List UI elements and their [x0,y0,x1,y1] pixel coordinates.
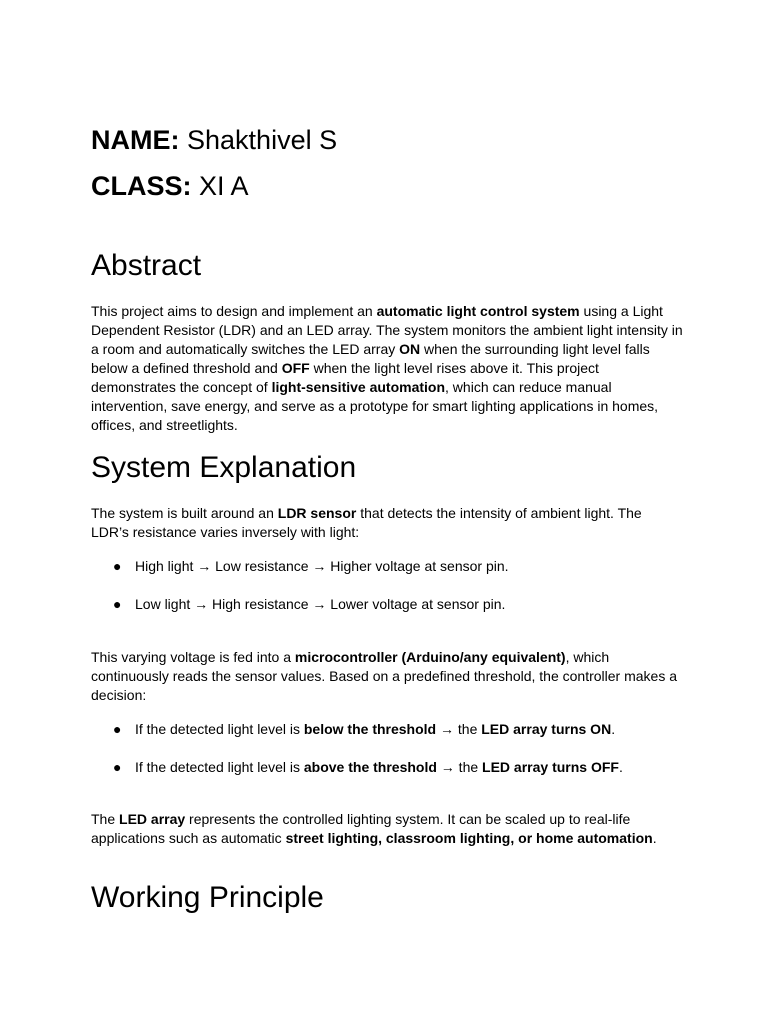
abstract-paragraph: This project aims to design and implement an automatic light control system using a Light Dependent Resistor (LDR) and an LED array. The system monitors the ambient light intensity in a room and automatically switches the LED array ON when the surrounding light level falls below a defined threshold and OFF when the light level rises above it. This project demonstrates the concept of light-sensitive automation, which can reduce manual intervention, save energy, and serve as a prototype for smart lighting applications in homes, offices, and streetlights. [91,303,683,433]
class-line [91,170,249,202]
abstract-heading: Abstract [91,249,202,282]
bullet-icon: ● [113,558,122,574]
working-principle-heading: Working Principle [91,881,324,914]
bullet-icon: ● [113,759,122,775]
name-line [91,124,337,156]
class-value: XI A [199,171,249,201]
system-paragraph-2: This varying voltage is fed into a microcontroller (Arduino/any equivalent), which continuously reads the sensor values. Based on a predefined threshold, the controller makes a decision: [91,649,678,703]
class-label: CLASS: [91,171,192,201]
name-value: Shakthivel S [187,125,338,155]
system-explanation-heading: System Explanation [91,451,357,484]
system-paragraph-3: The LED array represents the controlled lighting system. It can be scaled up to real-life applications such as automatic street lighting, classroom lighting, or home automation. [91,811,657,846]
bullet-icon: ● [113,596,122,612]
system-paragraph-1: The system is built around an LDR sensor that detects the intensity of ambient light. The LDR’s resistance varies inversely with light: [91,505,642,540]
name-label: NAME: [91,125,180,155]
bullet-icon: ● [113,721,122,737]
